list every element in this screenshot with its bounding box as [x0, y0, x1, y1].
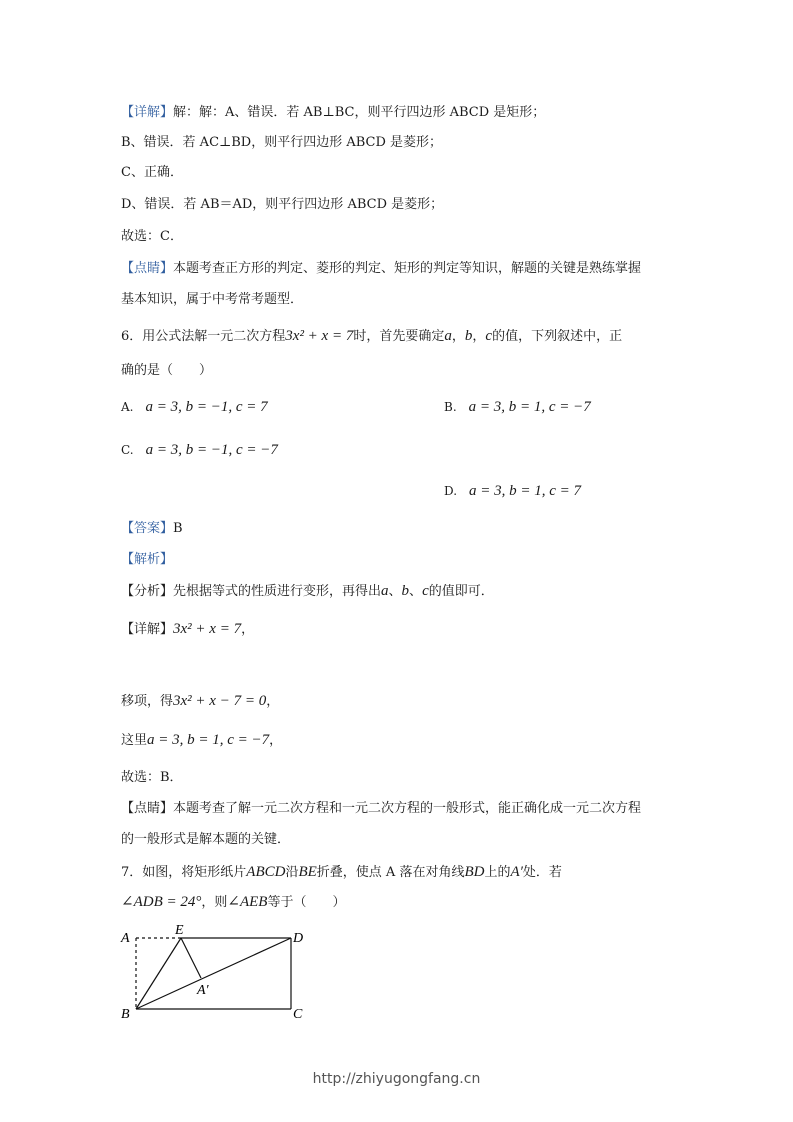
q6-stem-suffix: 的值，下列叙述中，正	[492, 329, 623, 344]
answer-tag: 【答案】	[121, 521, 174, 536]
segment-ea-prime	[181, 938, 201, 978]
q6-var-a: a	[444, 328, 452, 344]
q7-aprime: A′	[510, 864, 523, 880]
q6-comment	[121, 800, 641, 818]
fenxi-var-b: b	[401, 583, 410, 599]
q7-angle-given: ∠ADB = 24°	[121, 894, 202, 910]
fenxi-text: 先根据等式的性质进行变形，再得出	[173, 584, 382, 599]
q6-sep: ，	[472, 329, 486, 344]
q7-stem-suffix: 处．若	[522, 865, 562, 880]
q5-comment	[121, 260, 641, 278]
fenxi-var-a: a	[381, 583, 389, 599]
label-c: C	[293, 1007, 303, 1022]
q7-stem-end: 等于（ ）	[267, 895, 346, 910]
q7-stem-line2	[121, 893, 345, 912]
q7-diagonal: BD	[464, 864, 485, 880]
move-end: ，	[266, 694, 280, 709]
q6-answer-value: B	[173, 521, 183, 536]
q7-rect-name: ABCD	[246, 864, 286, 880]
q6-detail	[121, 620, 254, 639]
here-prefix: 这里	[121, 733, 148, 748]
fenxi-tag: 【分析】	[121, 584, 174, 599]
move-prefix: 移项，得	[121, 694, 174, 709]
label-a-prime: A′	[197, 983, 209, 998]
q6-choice: 故选：B．	[121, 770, 183, 785]
option-expr: a = 3, b = −1, c = 7	[145, 399, 268, 415]
label-a: A	[121, 931, 130, 946]
q6-var-c: c	[485, 328, 493, 344]
q6-stem	[121, 327, 622, 346]
q6-analysis-tag	[121, 551, 173, 569]
option-label: A.	[121, 400, 134, 414]
detail-tag: 【详解】	[121, 105, 174, 120]
q5-choice: 故选：C．	[121, 229, 183, 244]
comment-text: 本题考查了解一元二次方程和一元二次方程的一般形式，能正确化成一元二次方程	[173, 801, 642, 816]
label-e: E	[175, 923, 184, 938]
label-d: D	[293, 931, 304, 946]
q6-stem-line2: 确的是（ ）	[121, 363, 213, 378]
q6-option-b[interactable]	[444, 398, 591, 417]
fenxi-var-c: c	[422, 583, 429, 599]
option-label: D.	[444, 484, 458, 498]
detail-end: ，	[241, 622, 255, 637]
q7-along: 沿	[285, 865, 299, 880]
q6-option-a[interactable]	[121, 398, 268, 417]
q6-comment-cont: 的一般形式是解本题的关键．	[121, 832, 291, 847]
q6-equation: 3x² + x = 7	[285, 328, 354, 344]
fenxi-sep: 、	[409, 584, 423, 599]
q7-fold-line: BE	[298, 864, 317, 880]
option-label: B.	[444, 400, 457, 414]
q5-option-c-analysis: C、正确．	[121, 165, 183, 180]
q6-stem-prefix: 6．用公式法解一元二次方程	[121, 329, 286, 344]
fenxi-suffix: 的值即可．	[428, 584, 494, 599]
detail-equation: 3x² + x = 7	[173, 621, 242, 637]
q6-move-step	[121, 692, 279, 711]
q7-angle-asked: ∠AEB	[227, 894, 268, 910]
q7-stem	[121, 863, 562, 882]
q5-option-d-analysis: D、错误．若 AB＝AD，则平行四边形 ABCD 是菱形；	[121, 197, 444, 212]
segment-bd	[136, 938, 291, 1009]
q6-coefficients	[121, 731, 282, 750]
option-expr: a = 3, b = −1, c = −7	[145, 442, 278, 458]
analysis-tag: 【解析】	[121, 552, 174, 567]
q6-fenxi	[121, 582, 494, 601]
coefficients-expr: a = 3, b = 1, c = −7	[147, 732, 270, 748]
q7-stem-prefix: 7．如图，将矩形纸片	[121, 865, 247, 880]
q6-var-b: b	[464, 328, 473, 344]
footer-url[interactable]: http://zhiyugongfang.cn	[312, 1071, 481, 1087]
q7-then: ，则	[201, 895, 228, 910]
q6-option-c[interactable]	[121, 441, 278, 460]
q5-detail-text: 解：解：A、错误．若 AB⊥BC，则平行四边形 ABCD 是矩形；	[173, 105, 546, 120]
q5-option-b-analysis: B、错误．若 AC⊥BD，则平行四边形 ABCD 是菱形；	[121, 135, 443, 150]
comment-tag: 【点睛】	[121, 261, 174, 276]
q6-sep: ，	[451, 329, 465, 344]
comment-tag: 【点睛】	[121, 801, 174, 816]
option-expr: a = 3, b = 1, c = 7	[469, 483, 582, 499]
q5-detail-line	[121, 104, 545, 122]
here-end: ，	[269, 733, 283, 748]
q5-comment-cont: 基本知识，属于中考常考题型．	[121, 292, 304, 307]
q7-figure	[115, 920, 315, 1025]
q6-option-d[interactable]	[444, 482, 581, 501]
label-b: B	[121, 1007, 130, 1022]
q7-on: 上的	[484, 865, 511, 880]
option-expr: a = 3, b = 1, c = −7	[468, 399, 591, 415]
q5-comment-text: 本题考查正方形的判定、菱形的判定、矩形的判定等知识，解题的关键是熟练掌握	[173, 261, 642, 276]
q7-stem-mid: 折叠，使点 A 落在对角线	[316, 865, 465, 880]
q6-stem-mid: 时，首先要确定	[353, 329, 445, 344]
q6-answer	[121, 520, 183, 538]
detail-tag: 【详解】	[121, 622, 174, 637]
fenxi-sep: 、	[388, 584, 402, 599]
option-label: C.	[121, 443, 134, 457]
move-equation: 3x² + x − 7 = 0	[173, 693, 267, 709]
